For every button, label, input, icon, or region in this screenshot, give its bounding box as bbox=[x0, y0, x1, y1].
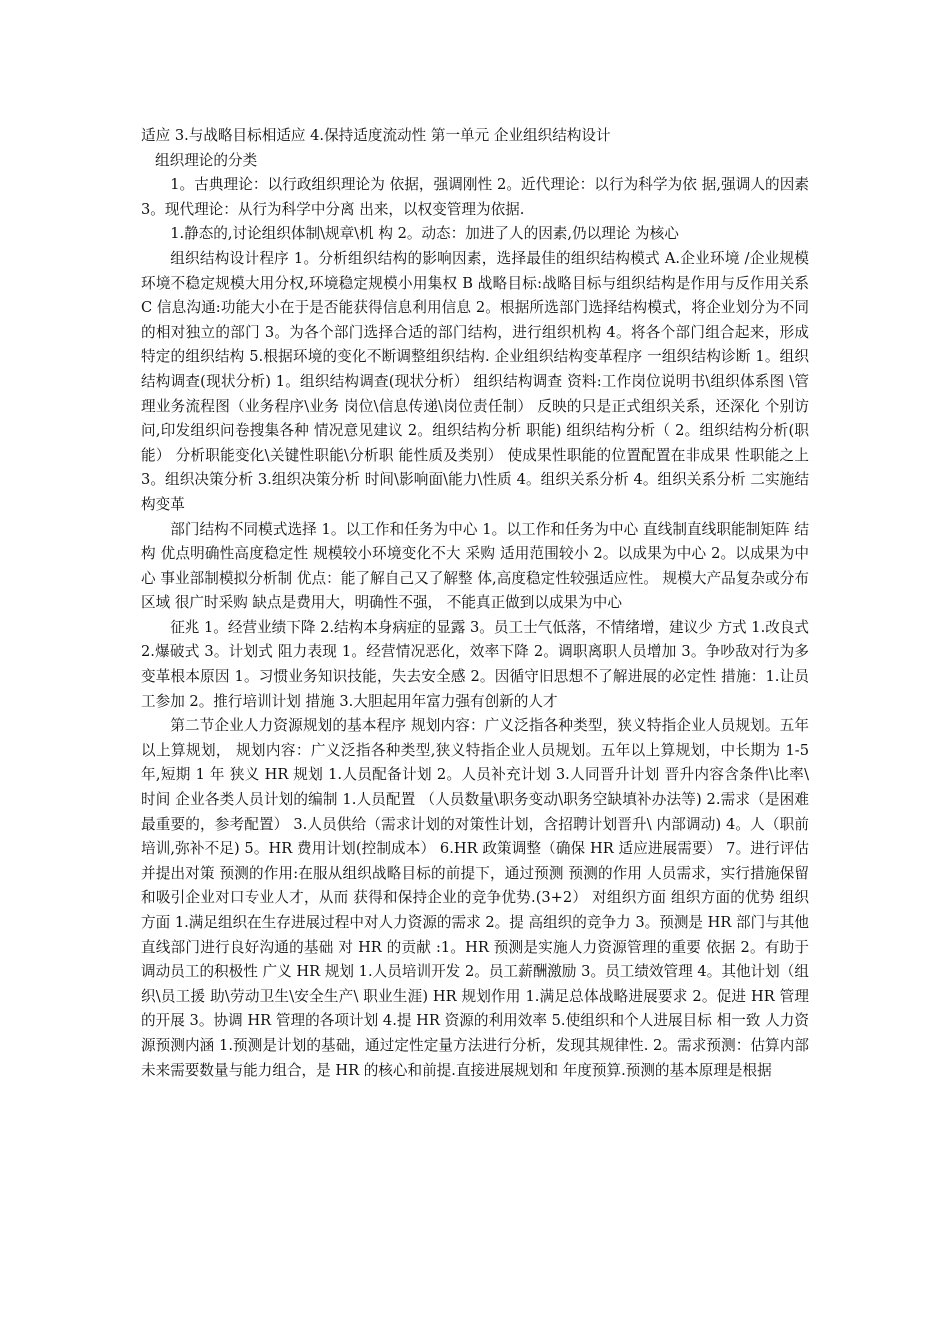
paragraph-hr-planning: 第二节企业人力资源规划的基本程序 规划内容：广义泛指各种类型，狭义特指企业人员规划。五年以上算规划， 规划内容：广义泛指各种类型,狭义特指企业人员规划。五年以上算规划，中长期为 1-5 年,短期 1 年 狭义 HR 规划 1.人员配备计划 2。人员补充计划 3.人同晋升计划 晋升内容含条件\比率\ 时间 企业各类人员计划的编制 1.人员配置 （人员数量\职务变动\职务空缺填补办法等) 2.需求（是困难最重要的，参考配置） 3.人员供给（需求计划的对策性计划，含招聘计划晋升\ 内部调动) 4。人（职前培训,弥补不足) 5。HR 费用计划(控制成本） 6.HR 政策调整（确保 HR 适应进展需要） 7。进行评估并提出对策 预测的作用:在服从组织战略目标的前提下，通过预测 预测的作用 人员需求，实行措施保留和吸引企业对口专业人才，从而 获得和保持企业的竞争优势.(3+2） 对组织方面 组织方面的优势 组织方面 1.满足组织在生存进展过程中对人力资源的需求 2。提 高组织的竞争力 3。预测是 HR 部门与其他直线部门进行良好沟通的基础 对 HR 的贡献 :1。HR 预测是实施人力资源管理的重要 依据 2。有助于调动员工的积极性 广义 HR 规划 1.人员培训开发 2。员工薪酬激励 3。员工绩效管理 4。其他计划（组织\员工援 助\劳动卫生\安全生产\ 职业生涯) HR 规划作用 1.满足总体战略进展要求 2。促进 HR 管理的开展 3。协调 HR 管理的各项计划 4.提 HR 资源的利用效率 5.使组织和个人进展目标 相一致 人力资源预测内涵 1.预测是计划的基础，通过定性定量方法进行分析，发现其规律性. 2。需求预测：估算内部未来需要数量与能力组合，是 HR 的核心和前提.直接进展规划和 年度预算.预测的基本原理是根据 bbox=[141, 717, 809, 1079]
paragraph-design-procedure: 组织结构设计程序 1。分析组织结构的影响因素，选择最佳的组织结构模式 A.企业环境 /企业规模 环境不稳定规模大用分权,环境稳定规模小用集权 B 战略目标:战略目标与组织结构是作用与反作用关系 C 信息沟通:功能大小在于是否能获得信息利用信息 2。根据所选部门选择结构模式，将企业划分为不同的相对独立的部门 3。为各个部门选择合适的部门结构，进行组织机构 4。将各个部门组合起来，形成特定的组织结构 5.根据环境的变化不断调整组织结构. 企业组织结构变革程序 一组织结构诊断 1。组织结构调查(现状分析) 1。组织结构调查(现状分析） 组织结构调查 资料:工作岗位说明书\组织体系图 \管理业务流程图（业务程序\业务 岗位\信息传递\岗位责任制） 反映的只是正式组织关系，还深化 个别访问,印发组织问卷搜集各种 情况意见建议 2。组织结构分析 职能) 组织结构分析（ 2。组织结构分析(职能） 分析职能变化\关键性职能\分析职 能性质及类别） 使成果性职能的位置配置在非成果 性职能之上 3。组织决策分析 3.组织决策分析 时间\影响面\能力\性质 4。组织关系分析 4。组织关系分析 二实施结构变革 bbox=[141, 249, 809, 513]
paragraph-intro: 适应 3.与战略目标相适应 4.保持适度流动性 第一单元 企业组织结构设计 bbox=[141, 127, 611, 144]
paragraph-change-signs: 征兆 1。经营业绩下降 2.结构本身病症的显露 3。员工士气低落，不情绪增，建议少 方式 1.改良式 2.爆破式 3。计划式 阻力表现 1。经营情况恶化，效率下降 2。调职离职人员增加 3。争吵敌对行为多 变革根本原因 1。习惯业务知识技能，失去安全感 2。因循守旧思想不了解进展的必定性 措施：1.让员工参加 2。推行培训计划 措施 3.大胆起用年富力强有创新的人才 bbox=[141, 618, 809, 710]
paragraph-department-structure: 部门结构不同模式选择 1。以工作和任务为中心 1。以工作和任务为中心 直线制直线职能制矩阵 结构 优点明确性高度稳定性 规模较小环境变化不大 采购 适用范围较小 2。以成果为中心 2。以成果为中心 事业部制模拟分析制 优点：能了解自己又了解整 体,高度稳定性较强适应性。 规模大产品复杂或分布区域 很广时采购 缺点是费用大，明确性不强， 不能真正做到以成果为中心 bbox=[141, 520, 809, 612]
paragraph-static-dynamic: 1.静态的,讨论组织体制\规章\机 构 2。动态：加进了人的因素,仍以理论 为核心 bbox=[170, 225, 679, 243]
section-heading-org-theory: 组织理论的分类 bbox=[155, 151, 258, 169]
paragraph-theory-types: 1。古典理论：以行政组织理论为 依据，强调刚性 2。近代理论：以行为科学为依 据,强调人的因素 3。现代理论：从行为科学中分离 出来，以权变管理为依据. bbox=[141, 176, 809, 218]
document-body bbox=[141, 124, 809, 1083]
